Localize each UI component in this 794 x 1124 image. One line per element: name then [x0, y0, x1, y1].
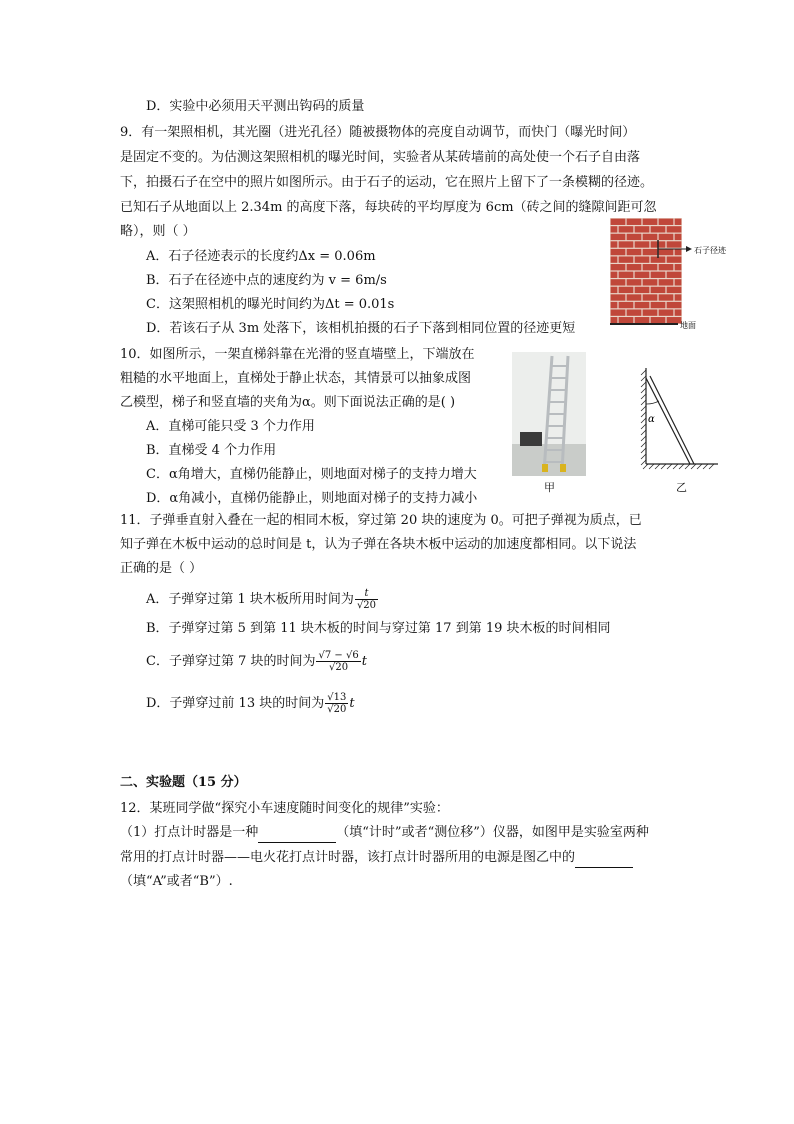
hatch-line	[679, 464, 684, 469]
brick	[675, 264, 682, 270]
angle-arc	[646, 401, 659, 404]
brick	[675, 294, 682, 300]
answer-blank-2[interactable]	[575, 849, 633, 868]
brick	[675, 279, 682, 285]
brick	[651, 302, 666, 308]
hatch-line	[641, 412, 646, 417]
hatch-line	[641, 436, 646, 441]
q9-option-a: A．石子径迹表示的长度约Δx = 0.06m	[146, 249, 376, 264]
track-label: 石子径迹	[694, 246, 726, 255]
brick	[627, 249, 642, 255]
brick	[651, 317, 666, 323]
brick	[627, 309, 642, 315]
brick	[659, 234, 674, 240]
fraction-numerator: √13	[327, 692, 347, 703]
hatch-line	[703, 464, 708, 469]
q11-option-a	[146, 588, 379, 611]
q9-option-b: B．石子在径迹中点的速度约为 v = 6m/s	[146, 273, 387, 288]
brick	[611, 264, 626, 270]
q11-option-b: B．子弹穿过第 5 到第 11 块木板的时间与穿过第 17 到第 19 块木板的时间相同	[146, 621, 611, 636]
brick	[635, 241, 650, 247]
brick	[619, 302, 634, 308]
hatch-line	[641, 454, 646, 459]
brick	[611, 272, 618, 278]
hatch-line	[643, 464, 648, 469]
brick	[667, 241, 682, 247]
hatch-line	[667, 464, 672, 469]
brick	[619, 287, 634, 293]
q11-option-a-fraction	[355, 588, 378, 611]
brick	[611, 234, 626, 240]
brick	[611, 226, 618, 232]
hatch-line	[649, 464, 654, 469]
floor-hatching	[643, 464, 714, 469]
q10-stem-line-3: 乙模型，梯子和竖直墙的夹角为α。则下面说法正确的是( )	[120, 395, 456, 410]
hatch-line	[655, 464, 660, 469]
angle-label: α	[648, 414, 655, 425]
q11-option-d	[146, 692, 355, 715]
q11-option-d-fraction	[325, 692, 348, 715]
q9-stem-line-1: 9．有一架照相机，其光圈（进光孔径）随被摄物体的亮度自动调节，而快门（曝光时间）	[120, 125, 636, 140]
q12-part1-text-a: （1）打点计时器是一种	[120, 825, 259, 840]
brick	[667, 302, 682, 308]
brick	[651, 272, 666, 278]
brick	[675, 219, 682, 225]
q12-intro: 12．某班同学做“探究小车速度随时间变化的规律”实验：	[120, 801, 449, 816]
brick	[611, 287, 618, 293]
brick	[667, 272, 682, 278]
figure-label-yi: 乙	[676, 481, 687, 494]
brick	[635, 272, 650, 278]
variable-t: t	[361, 654, 367, 669]
arrow-icon	[686, 246, 692, 252]
hatch-line	[641, 394, 646, 399]
brick	[659, 249, 674, 255]
q11-option-c-fraction	[316, 650, 360, 673]
q9-stem-line-2: 是固定不变的。为估测这架照相机的曝光时间，实验者从某砖墙前的高处使一个石子自由落	[120, 150, 641, 165]
q10-stem-line-1: 10．如图所示，一架直梯斜靠在光滑的竖直墙壁上，下端放在	[120, 347, 475, 362]
q10-option-a: A．直梯可能只受 3 个力作用	[146, 419, 315, 434]
brick	[659, 294, 674, 300]
q12-part1-text-b: （填“计时”或者“测位移”）仪器，如图甲是实验室两种	[336, 825, 649, 840]
fraction-denominator: √20	[329, 662, 349, 673]
brick	[643, 294, 658, 300]
brick	[611, 317, 618, 323]
q9-stem-line-3: 下，拍摄石子在空中的照片如图所示。由于石子的运动，它在照片上留下了一条模糊的径迹。	[120, 175, 654, 190]
brick	[667, 256, 682, 262]
ladder-foot-right	[560, 464, 566, 472]
brick	[643, 264, 658, 270]
q12-part2-text-a: 常用的打点计时器——电火花打点计时器，该打点计时器所用的电源是图乙中的	[120, 850, 576, 865]
brick	[627, 279, 642, 285]
q11-stem-line-1: 11．子弹垂直射入叠在一起的相同木板，穿过第 20 块的速度为 0。可把子弹视为质点，已	[120, 513, 642, 528]
hatch-line	[641, 460, 646, 465]
hatch-line	[641, 370, 646, 375]
ladder-line-b	[650, 376, 694, 464]
brick	[643, 219, 658, 225]
hatch-line	[673, 464, 678, 469]
answer-blank-1[interactable]	[258, 824, 336, 843]
wall-hatching	[641, 370, 646, 465]
brick	[611, 294, 626, 300]
brick	[651, 287, 666, 293]
brick	[619, 317, 634, 323]
photo-floor	[512, 444, 586, 476]
fraction-numerator: √7 − √6	[318, 650, 359, 661]
brick	[643, 279, 658, 285]
q10-option-c: C．α角增大，直梯仍能静止，则地面对梯子的支持力增大	[146, 467, 477, 482]
brick	[659, 309, 674, 315]
brick	[627, 234, 642, 240]
brick	[651, 226, 666, 232]
figure-label-jia: 甲	[544, 481, 555, 494]
q11-stem-line-3: 正确的是（ ）	[120, 561, 203, 576]
hatch-line	[641, 418, 646, 423]
brick	[643, 309, 658, 315]
hatch-line	[641, 442, 646, 447]
brick	[659, 264, 674, 270]
brick	[611, 219, 626, 225]
q9-stem-line-5: 略），则（ ）	[120, 224, 196, 239]
section-title: 二、实验题（15 分）	[120, 775, 247, 790]
brick	[635, 226, 650, 232]
q11-option-c	[146, 650, 367, 673]
brick	[619, 256, 634, 262]
brick	[611, 256, 618, 262]
q9-stem-line-4: 已知石子从地面以上 2.34m 的高度下落，每块砖的平均厚度为 6cm（砖之间的缝隙间距可忽	[120, 200, 657, 215]
hatch-line	[641, 406, 646, 411]
brick	[627, 294, 642, 300]
brick	[643, 234, 658, 240]
hatch-line	[641, 388, 646, 393]
hatch-line	[641, 448, 646, 453]
brick	[635, 302, 650, 308]
ladder-model-diagram	[628, 364, 724, 470]
brick	[675, 249, 682, 255]
brick	[611, 249, 626, 255]
q12-part1-line1	[120, 824, 649, 843]
brick	[659, 279, 674, 285]
ladder-foot-left	[542, 464, 548, 472]
hatch-line	[697, 464, 702, 469]
q9-option-d: D．若该石子从 3m 处落下，该相机拍摄的石子下落到相同位置的径迹更短	[146, 321, 576, 336]
hatch-line	[685, 464, 690, 469]
brick	[611, 241, 618, 247]
brick	[627, 264, 642, 270]
hatch-line	[691, 464, 696, 469]
fraction-denominator: √20	[356, 600, 377, 611]
hatch-line	[641, 400, 646, 405]
q11-option-c-text: C．子弹穿过第 7 块的时间为	[146, 654, 316, 669]
brick-wall-figure	[610, 218, 740, 333]
q8-option-d: D．实验中必须用天平测出钩码的质量	[146, 99, 365, 114]
ground-label: 地面	[680, 321, 696, 330]
hatch-line	[641, 376, 646, 381]
brick	[619, 226, 634, 232]
hatch-line	[641, 430, 646, 435]
brick	[675, 309, 682, 315]
fraction-numerator: t	[355, 588, 378, 600]
brick	[611, 302, 618, 308]
brick	[619, 272, 634, 278]
brick	[675, 234, 682, 240]
q12-part1-line3: （填“A”或者“B”）.	[120, 874, 233, 889]
brick	[619, 241, 634, 247]
hatch-line	[641, 424, 646, 429]
photo-equipment	[520, 432, 542, 446]
brick	[635, 256, 650, 262]
fraction-denominator: √20	[327, 704, 347, 715]
brick	[611, 309, 626, 315]
brick	[635, 287, 650, 293]
q10-option-d: D．α角减小，直梯仍能静止，则地面对梯子的支持力减小	[146, 491, 478, 506]
q10-option-b: B．直梯受 4 个力作用	[146, 443, 277, 458]
q11-stem-line-2: 知子弹在木板中运动的总时间是 t，认为子弹在各块木板中运动的加速度都相同。以下说法	[120, 537, 637, 552]
brick	[635, 317, 650, 323]
q12-part1-line2	[120, 849, 633, 868]
hatch-line	[641, 382, 646, 387]
brick	[659, 219, 674, 225]
ladder-photo	[512, 352, 586, 476]
hatch-line	[709, 464, 714, 469]
q10-stem-line-2: 粗糙的水平地面上，直梯处于静止状态，其情景可以抽象成图	[120, 371, 472, 386]
q11-option-d-text: D．子弹穿过前 13 块的时间为	[146, 696, 325, 711]
brick	[611, 279, 626, 285]
brick	[667, 287, 682, 293]
brick	[643, 249, 658, 255]
brick	[627, 219, 642, 225]
q9-option-c: C．这架照相机的曝光时间约为Δt = 0.01s	[146, 297, 395, 312]
q11-option-a-text: A．子弹穿过第 1 块木板所用时间为	[146, 592, 354, 607]
brick	[667, 226, 682, 232]
variable-t: t	[349, 696, 355, 711]
hatch-line	[661, 464, 666, 469]
